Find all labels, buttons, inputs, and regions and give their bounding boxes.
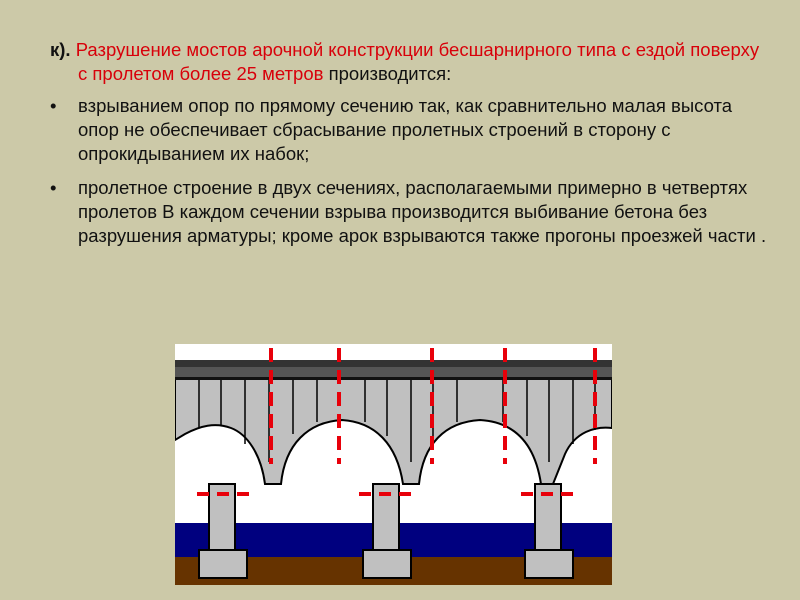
- bullet-marker: •: [50, 177, 57, 198]
- heading-red-text: Разрушение мостов арочной конструкции бесшарнирного типа с ездой поверху с пролетом более 25 метров: [75, 39, 760, 84]
- deck-top: [175, 360, 612, 367]
- heading-tail-text: производится:: [328, 63, 452, 84]
- heading-paragraph: [50, 38, 770, 86]
- slide-text: [50, 38, 770, 258]
- arch-spandrel: [175, 377, 612, 484]
- bullet-item-2: [50, 176, 770, 248]
- deck-beam: [175, 367, 612, 377]
- bullet-text: пролетное строение в двух сечениях, располагаемыми примерно в четвертях пролетов В каждом сечении взрыва производится выбивание бетона без разрушения арматуры; кроме арок взрываются также прогоны проезжей части .: [78, 177, 767, 246]
- deck-bottom: [175, 377, 612, 380]
- arch-bridge-svg: [175, 344, 612, 585]
- item-label: к).: [50, 39, 71, 60]
- bullet-text: взрыванием опор по прямому сечению так, как сравнительно малая высота опор не обеспечивает сбрасывание пролетных строений в сторону с опрокидыванием их набок;: [78, 95, 733, 164]
- arch-bridge-diagram: [175, 344, 612, 585]
- bullet-item-1: [50, 94, 770, 166]
- bullet-marker: •: [50, 95, 57, 116]
